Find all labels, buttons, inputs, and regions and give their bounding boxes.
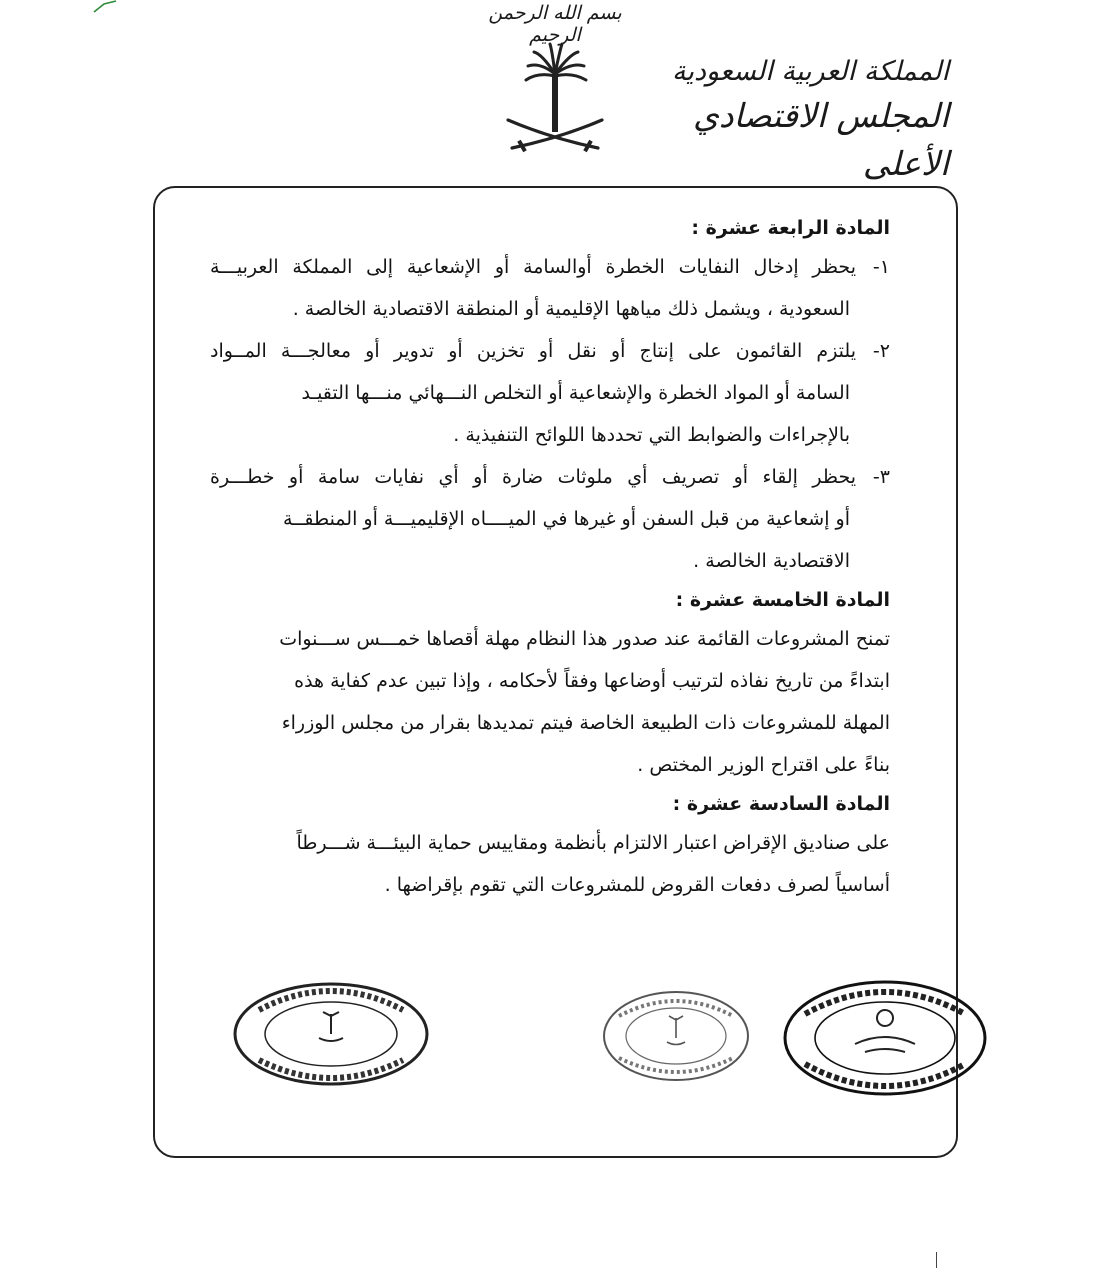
- page-edge-mark: [936, 1252, 937, 1268]
- item-2-line-1: [210, 330, 890, 372]
- article-15-line-2: ابتداءً من تاريخ نفاذه لترتيب أوضاعها وفقاً لأحكامه ، وإذا تبين عدم كفاية هذه: [294, 670, 890, 692]
- line-text: يلتزم القائمون على إنتاج أو نقل أو تخزين أو تدوير أو معالجـــة المــواد: [210, 340, 856, 362]
- article-16-heading: المادة السادسة عشرة :: [672, 793, 890, 815]
- item-2-line-3: بالإجراءات والضوابط التي تحددها اللوائح التنفيذية .: [453, 424, 850, 446]
- line-text: يحظر إلقاء أو تصريف أي ملوثات ضارة أو أي نفايات سامة أو خطـــرة: [210, 466, 856, 488]
- article-16-line-2: أساسياً لصرف دفعات القروض للمشروعات التي تقوم بإقراضها .: [384, 874, 890, 896]
- article-15-line-1: تمنح المشروعات القائمة عند صدور هذا النظام مهلة أقصاها خمـــس ســـنوات: [279, 628, 890, 650]
- item-1-line-1: [210, 246, 890, 288]
- item-number: ٣-: [872, 466, 890, 488]
- article-14-item-3: [210, 456, 890, 582]
- item-number: ٢-: [872, 340, 890, 362]
- article-14-item-1: [210, 246, 890, 330]
- letterhead-text: [649, 52, 949, 188]
- article-16-line-1: على صناديق الإقراض اعتبار الالتزام بأنظمة ومقاييس حماية البيئـــة شـــرطاً: [296, 832, 890, 854]
- item-3-line-2: أو إشعاعية من قبل السفن أو غيرها في الميــــاه الإقليميـــة أو المنطقــة: [283, 508, 850, 530]
- document-body: [210, 210, 890, 906]
- item-2-line-2: السامة أو المواد الخطرة والإشعاعية أو التخلص النـــهائي منـــها التقيـد: [301, 382, 850, 404]
- kingdom-name: المملكة العربية السعودية: [671, 56, 949, 87]
- article-14-item-2: [210, 330, 890, 456]
- article-14-heading: المادة الرابعة عشرة :: [691, 217, 890, 239]
- item-3-line-1: [210, 456, 890, 498]
- item-number: ١-: [872, 256, 890, 278]
- item-1-line-2: السعودية ، ويشمل ذلك مياهها الإقليمية أو المنطقة الاقتصادية الخالصة .: [292, 298, 850, 320]
- article-15-line-3: المهلة للمشروعات ذات الطبيعة الخاصة فيتم تمديدها بقرار من مجلس الوزراء: [281, 712, 890, 734]
- basmala: بسم الله الرحمن الرحيم: [488, 2, 622, 46]
- royal-court-stamp: [781, 972, 989, 1100]
- item-3-line-3: الاقتصادية الخالصة .: [693, 550, 850, 572]
- stamps-row: [153, 960, 958, 1110]
- council-name: المجلس الاقتصادي الأعلى: [692, 96, 949, 183]
- general-secretariat-stamp: [601, 988, 751, 1084]
- article-15-heading: المادة الخامسة عشرة :: [675, 589, 890, 611]
- council-seal-stamp: [231, 980, 431, 1088]
- saudi-emblem-icon: [490, 42, 620, 162]
- article-15-line-4: بناءً على اقتراح الوزير المختص .: [637, 754, 890, 776]
- corner-mark-icon: [92, 0, 118, 14]
- line-text: يحظر إدخال النفايات الخطرة أوالسامة أو الإشعاعية إلى المملكة العربيـــة: [210, 256, 856, 278]
